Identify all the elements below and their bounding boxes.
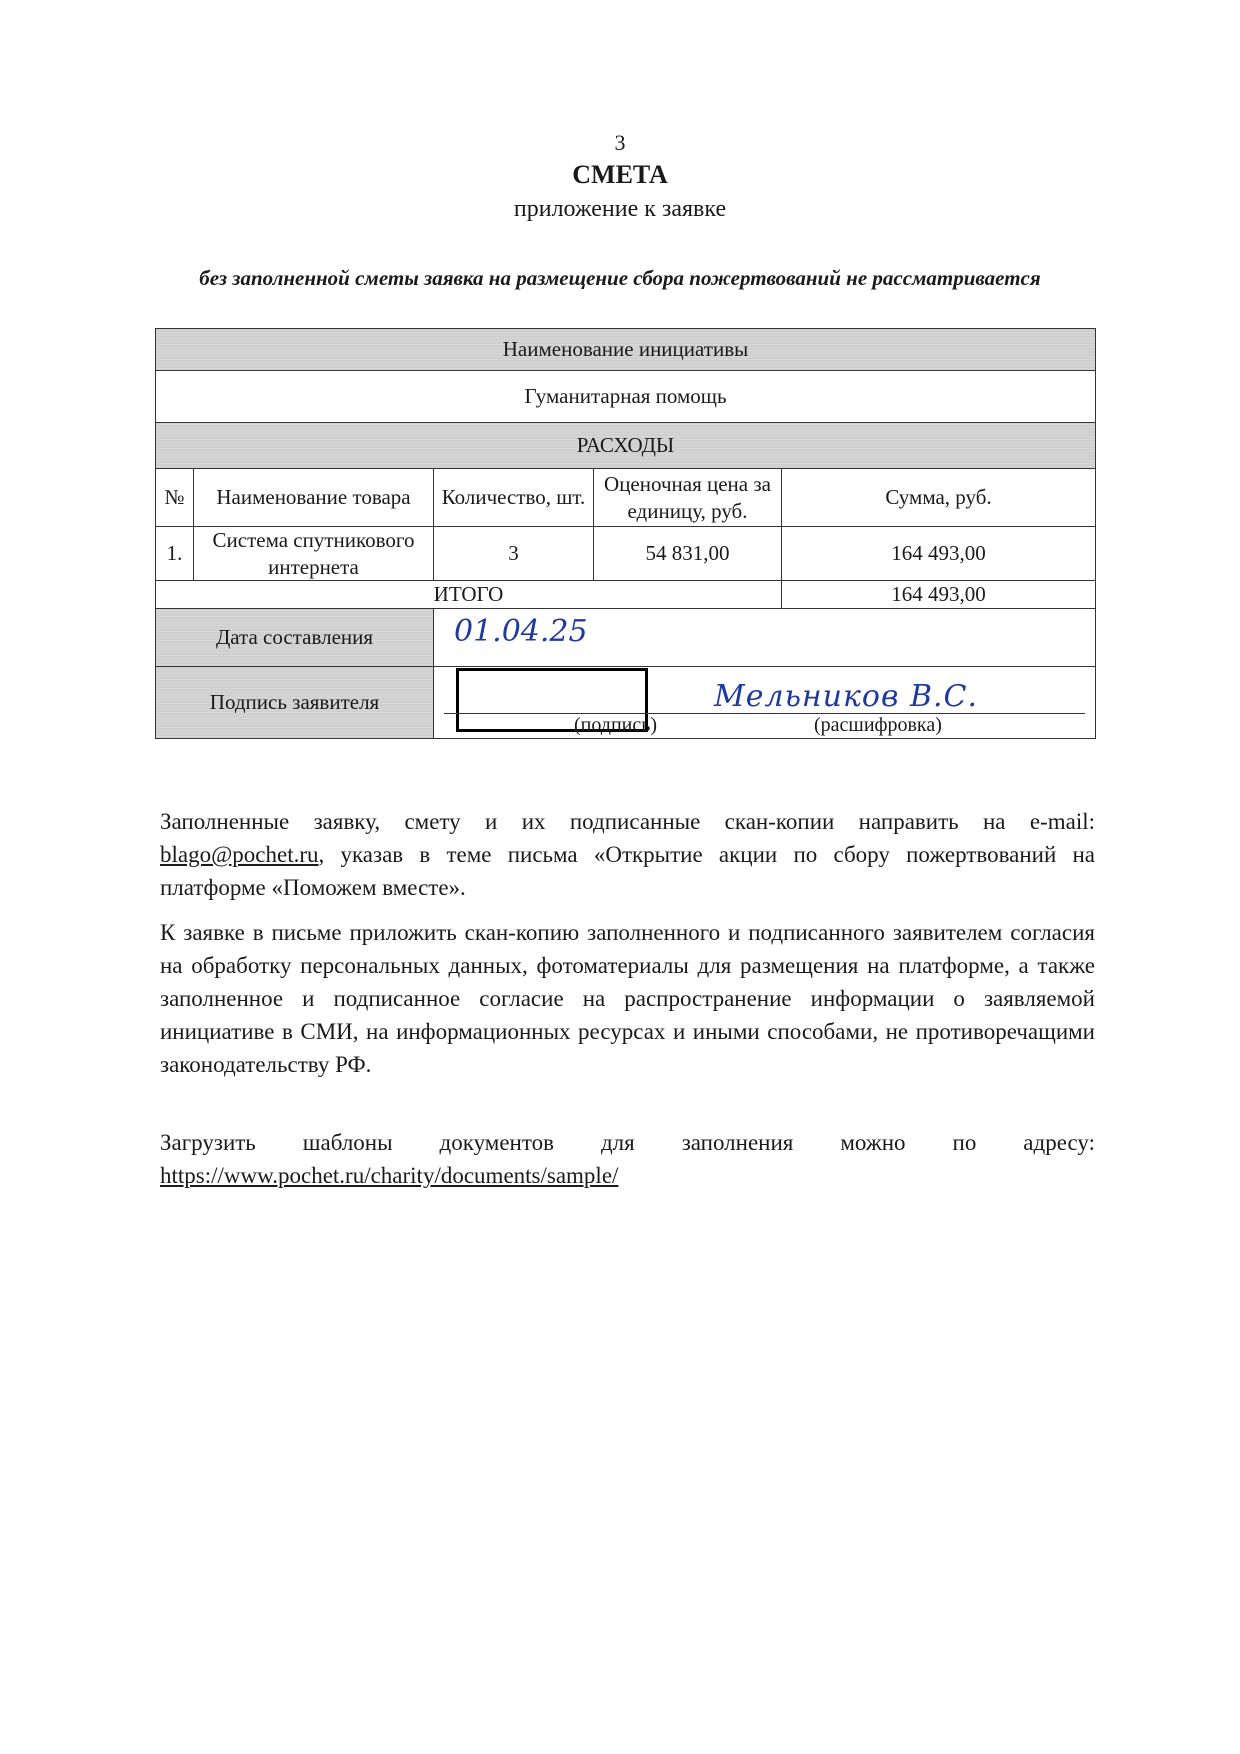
signature-caption: (подпись) [574, 713, 658, 736]
signature-line [444, 713, 1085, 714]
item-sum: 164 493,00 [782, 527, 1096, 581]
item-quantity: 3 [434, 527, 594, 581]
signature-cell [434, 667, 1096, 739]
date-row [156, 609, 1096, 667]
row-number: 1. [156, 527, 194, 581]
column-header: № [156, 469, 194, 527]
column-header: Количество, шт. [434, 469, 594, 527]
notice-text: без заполненной сметы заявка на размещение сбора пожертвований не рассматривается [199, 266, 1041, 290]
total-label: ИТОГО [156, 581, 782, 609]
expenses-label: РАСХОДЫ [156, 423, 1096, 469]
table-row [156, 371, 1096, 423]
initiative-value: Гуманитарная помощь [156, 371, 1096, 423]
instruction-paragraph-templates [160, 1126, 1095, 1192]
table-row [156, 527, 1096, 581]
date-label: Дата составления [156, 609, 434, 667]
signature-row [156, 667, 1096, 739]
handwritten-date: 01.04.25 [454, 614, 588, 649]
table-row [156, 423, 1096, 469]
column-header: Оценочная цена за единицу, руб. [594, 469, 782, 527]
total-value: 164 493,00 [782, 581, 1096, 609]
date-cell [434, 609, 1096, 667]
instruction-paragraph-attachments: К заявке в письме приложить скан-копию заполненного и подписанного заявителем согласия на обработку персональных данных, фотоматериалы для размещения на платформе, а также заполненное и подписанное согласие на распространение информации о заявляемой инициативе в СМИ, на информационных ресурсах и иными способами, не противоречащими законодательству РФ. [160, 920, 1095, 1077]
estimate-table [155, 328, 1096, 739]
document-subtitle: приложение к заявке [513, 196, 727, 222]
column-header: Наименование товара [194, 469, 434, 527]
page-number: 3 [614, 130, 626, 155]
initiative-label: Наименование инициативы [156, 329, 1096, 371]
column-header: Сумма, руб. [782, 469, 1096, 527]
email-link[interactable]: blago@pochet.ru [160, 842, 319, 867]
total-row [156, 581, 1096, 609]
table-header-row [156, 469, 1096, 527]
paragraph-text: Заполненные заявку, смету и их подписанные скан-копии направить на e-mail: [160, 809, 1095, 834]
decoding-caption: (расшифровка) [814, 713, 942, 736]
document-title: СМЕТА [572, 160, 668, 189]
handwritten-signature-name: Мельников В.С. [714, 678, 979, 714]
paragraph-text: Загрузить шаблоны документов для заполнения можно по адресу: [160, 1130, 1095, 1155]
table-row [156, 329, 1096, 371]
templates-link[interactable]: https://www.pochet.ru/charity/documents/sample/ [160, 1163, 619, 1188]
instruction-paragraph-email [160, 805, 1095, 904]
item-name: Система спутникового интернета [194, 527, 434, 581]
paragraph-text: , указав в теме письма «Открытие акции по сбору пожертвований на платформе «Поможем вместе». [160, 842, 1095, 900]
signature-label: Подпись заявителя [156, 667, 434, 739]
item-price: 54 831,00 [594, 527, 782, 581]
